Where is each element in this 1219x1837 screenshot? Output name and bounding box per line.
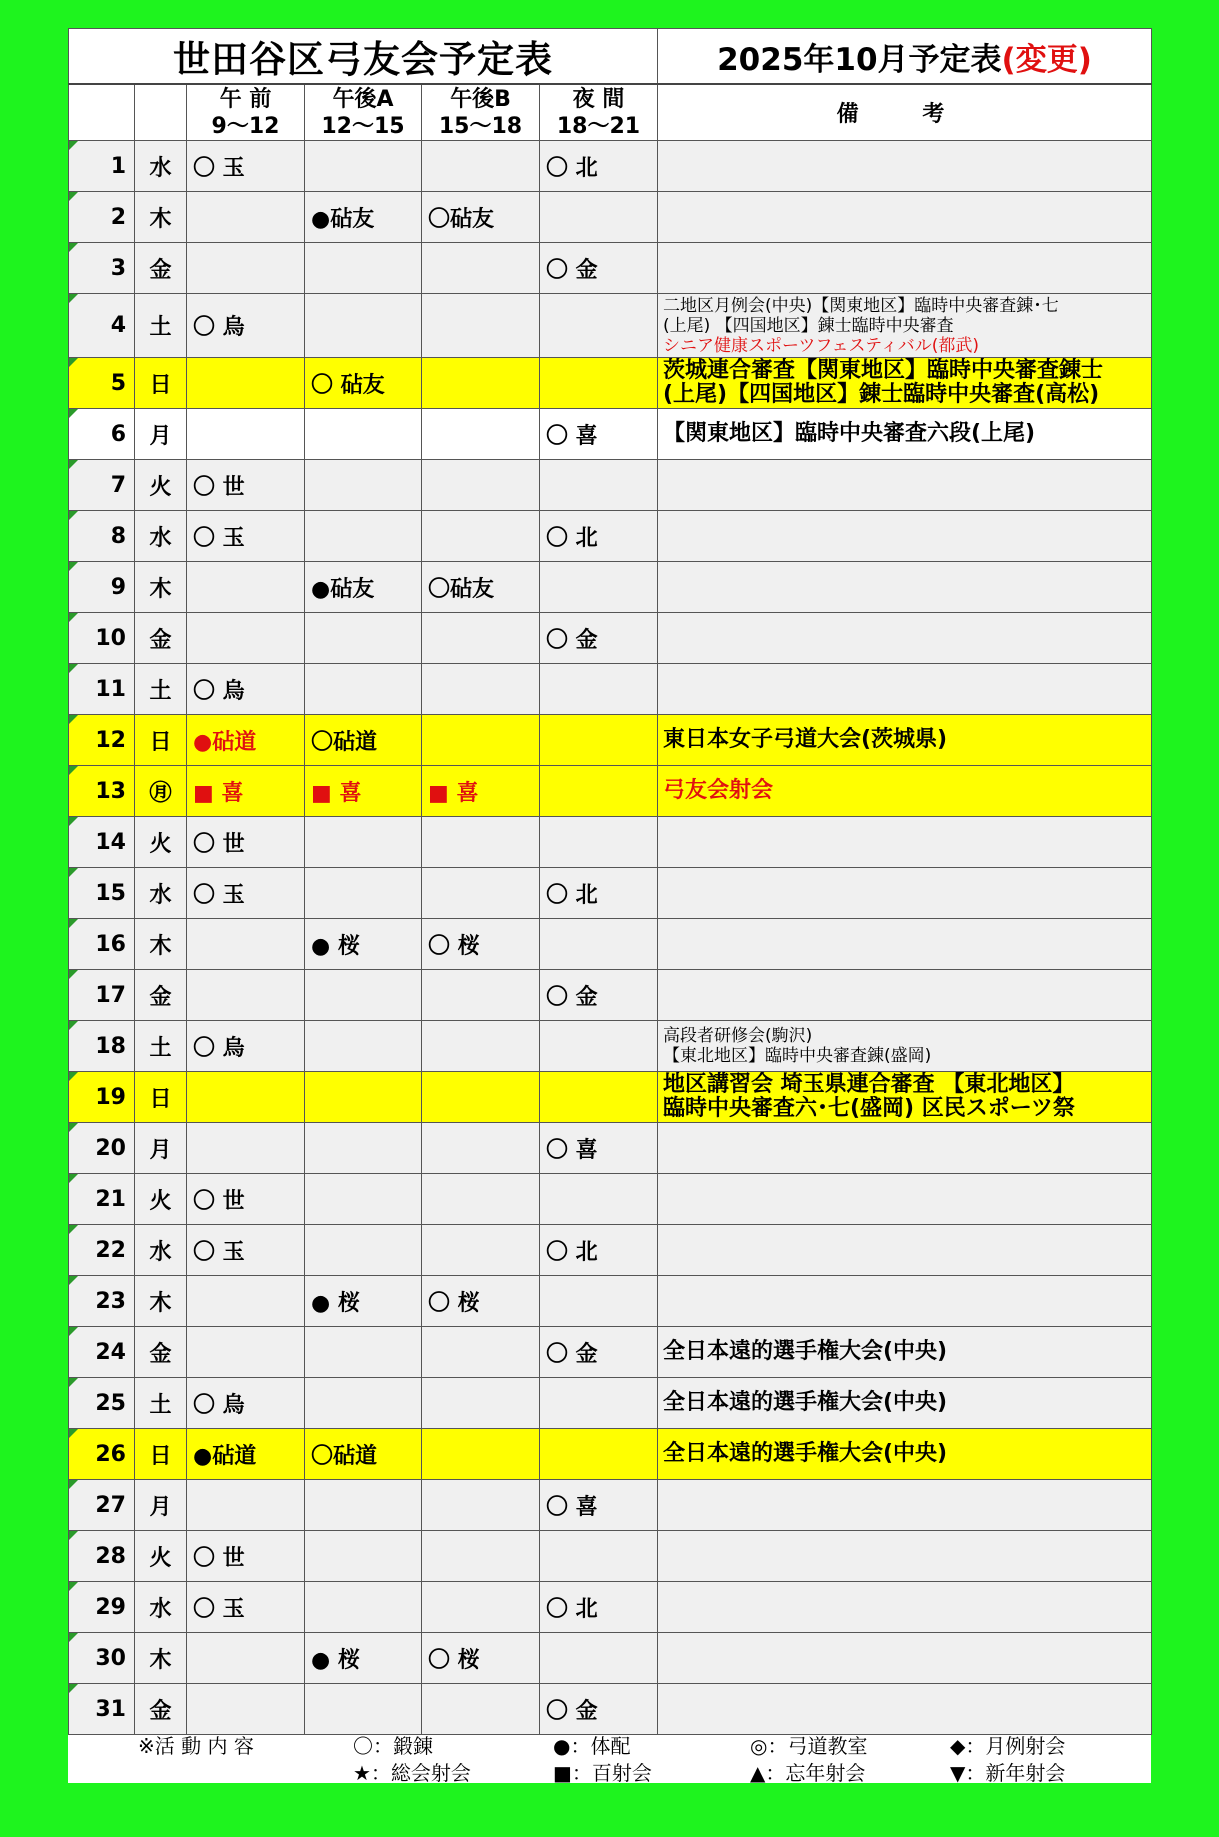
slot-4 xyxy=(540,562,658,613)
slot-2 xyxy=(305,141,422,192)
remark-cell xyxy=(658,766,1152,817)
day-of-week: 日 xyxy=(135,715,187,766)
slot-4 xyxy=(540,1378,658,1429)
slot-1: 〇 世 xyxy=(187,817,305,868)
slot-2 xyxy=(305,1123,422,1174)
day-number: 3 xyxy=(69,243,135,294)
day-of-week: 土 xyxy=(135,294,187,358)
slot-2 xyxy=(305,1225,422,1276)
day-of-week: 木 xyxy=(135,919,187,970)
slot-3: 〇 桜 xyxy=(422,1633,540,1684)
slot-1 xyxy=(187,613,305,664)
remark-cell xyxy=(658,1378,1152,1429)
slot-3 xyxy=(422,141,540,192)
legend-item: ◆：月例射会 xyxy=(950,1734,1066,1758)
table-row xyxy=(69,562,1152,613)
slot-4 xyxy=(540,664,658,715)
day-of-week: 金 xyxy=(135,243,187,294)
slot-4 xyxy=(540,766,658,817)
day-of-week: 木 xyxy=(135,1276,187,1327)
day-of-week: 火 xyxy=(135,817,187,868)
remark-line: 【東北地区】臨時中央審査錬(盛岡) xyxy=(663,1046,932,1066)
slot-2 xyxy=(305,1174,422,1225)
slot-4: 〇 喜 xyxy=(540,409,658,460)
table-row xyxy=(69,715,1152,766)
remark-cell xyxy=(658,1123,1152,1174)
day-number: 1 xyxy=(69,141,135,192)
day-number: 25 xyxy=(69,1378,135,1429)
day-number: 2 xyxy=(69,192,135,243)
legend-item: ★：総会射会 xyxy=(353,1761,471,1785)
slot-1 xyxy=(187,919,305,970)
slot-3 xyxy=(422,817,540,868)
slot-4: 〇 北 xyxy=(540,868,658,919)
legend xyxy=(68,1728,1151,1783)
remark-cell xyxy=(658,1531,1152,1582)
slot-1 xyxy=(187,1327,305,1378)
slot-2: 〇砧道 xyxy=(305,1429,422,1480)
remark-cell xyxy=(658,409,1152,460)
day-of-week: 月 xyxy=(135,409,187,460)
day-of-week: ㊊ xyxy=(135,766,187,817)
remark-line: シニア健康スポーツフェスティバル(都武) xyxy=(663,335,980,356)
day-of-week: 木 xyxy=(135,1633,187,1684)
slot-2 xyxy=(305,1072,422,1123)
day-number: 4 xyxy=(69,294,135,358)
slot-2 xyxy=(305,817,422,868)
table-row xyxy=(69,294,1152,358)
remark-cell xyxy=(658,817,1152,868)
day-of-week: 土 xyxy=(135,664,187,715)
day-number: 28 xyxy=(69,1531,135,1582)
day-number: 17 xyxy=(69,970,135,1021)
day-number: 24 xyxy=(69,1327,135,1378)
day-number: 26 xyxy=(69,1429,135,1480)
table-row xyxy=(69,1378,1152,1429)
day-of-week: 金 xyxy=(135,970,187,1021)
slot-4: 〇 金 xyxy=(540,243,658,294)
slot-3: ■ 喜 xyxy=(422,766,540,817)
slot-1: 〇 烏 xyxy=(187,1021,305,1072)
page-title: 世田谷区弓友会予定表 xyxy=(69,29,658,85)
table-row xyxy=(69,1684,1152,1735)
slot-2: ● 桜 xyxy=(305,919,422,970)
day-of-week: 水 xyxy=(135,1582,187,1633)
slot-4: 〇 北 xyxy=(540,511,658,562)
remark-cell xyxy=(658,141,1152,192)
remark-cell xyxy=(658,868,1152,919)
slot-1: ■ 喜 xyxy=(187,766,305,817)
legend-label: ※活 動 内 容 xyxy=(138,1734,254,1758)
slot-2: 〇 砧友 xyxy=(305,358,422,409)
remark-line: 二地区月例会(中央)【関東地区】臨時中央審査錬･七 xyxy=(663,295,1059,316)
day-of-week: 日 xyxy=(135,1429,187,1480)
table-row xyxy=(69,1276,1152,1327)
day-number: 14 xyxy=(69,817,135,868)
legend-item: ■：百射会 xyxy=(553,1761,652,1785)
day-number: 29 xyxy=(69,1582,135,1633)
day-of-week: 水 xyxy=(135,1225,187,1276)
table-row xyxy=(69,243,1152,294)
slot-4 xyxy=(540,1021,658,1072)
remark-line: 全日本遠的選手権大会(中央) xyxy=(663,1441,948,1466)
remark-cell xyxy=(658,1327,1152,1378)
slot-4: 〇 北 xyxy=(540,1225,658,1276)
day-of-week: 水 xyxy=(135,141,187,192)
slot-4 xyxy=(540,1633,658,1684)
remark-cell xyxy=(658,1174,1152,1225)
remark-cell xyxy=(658,1684,1152,1735)
slot-2: ■ 喜 xyxy=(305,766,422,817)
remark-cell xyxy=(658,1072,1152,1123)
slot-4 xyxy=(540,1276,658,1327)
slot-2 xyxy=(305,664,422,715)
slot-4 xyxy=(540,1531,658,1582)
slot-4 xyxy=(540,817,658,868)
slot-4: 〇 喜 xyxy=(540,1123,658,1174)
slot-2 xyxy=(305,868,422,919)
month-title: 2025年10月予定表(変更) xyxy=(658,29,1152,85)
slot-1: ●砧道 xyxy=(187,1429,305,1480)
slot-3 xyxy=(422,868,540,919)
slot-2: ● 桜 xyxy=(305,1276,422,1327)
legend-item: ◎：弓道教室 xyxy=(750,1734,868,1758)
slot-2 xyxy=(305,1378,422,1429)
slot-3 xyxy=(422,1123,540,1174)
remark-cell xyxy=(658,613,1152,664)
schedule-sheet xyxy=(68,28,1151,1783)
slot-3: 〇 桜 xyxy=(422,1276,540,1327)
table-row xyxy=(69,868,1152,919)
slot-2 xyxy=(305,460,422,511)
remark-cell xyxy=(658,562,1152,613)
table-row xyxy=(69,664,1152,715)
table-row xyxy=(69,1174,1152,1225)
slot-4 xyxy=(540,294,658,358)
header-evening: 夜 間 18～21 xyxy=(540,84,658,141)
slot-1 xyxy=(187,562,305,613)
slot-1 xyxy=(187,192,305,243)
day-of-week: 金 xyxy=(135,1684,187,1735)
table-row xyxy=(69,1327,1152,1378)
table-row xyxy=(69,192,1152,243)
slot-4 xyxy=(540,358,658,409)
remark-cell xyxy=(658,664,1152,715)
table-row xyxy=(69,1582,1152,1633)
day-number: 11 xyxy=(69,664,135,715)
day-number: 6 xyxy=(69,409,135,460)
slot-2 xyxy=(305,294,422,358)
slot-1 xyxy=(187,243,305,294)
slot-1 xyxy=(187,970,305,1021)
table-row xyxy=(69,1429,1152,1480)
day-of-week: 土 xyxy=(135,1021,187,1072)
table-row xyxy=(69,1021,1152,1072)
slot-4: 〇 北 xyxy=(540,1582,658,1633)
day-of-week: 日 xyxy=(135,358,187,409)
header-row xyxy=(69,84,1152,141)
slot-2 xyxy=(305,1531,422,1582)
remark-cell xyxy=(658,1582,1152,1633)
slot-3 xyxy=(422,1021,540,1072)
table-row xyxy=(69,1123,1152,1174)
slot-1 xyxy=(187,358,305,409)
slot-3 xyxy=(422,1531,540,1582)
slot-2 xyxy=(305,409,422,460)
slot-3: 〇砧友 xyxy=(422,562,540,613)
remark-cell xyxy=(658,192,1152,243)
remark-line: (上尾) 【四国地区】錬士臨時中央審査 xyxy=(663,315,954,336)
slot-2 xyxy=(305,1021,422,1072)
remark-cell xyxy=(658,715,1152,766)
slot-2 xyxy=(305,511,422,562)
day-of-week: 月 xyxy=(135,1123,187,1174)
day-number: 12 xyxy=(69,715,135,766)
slot-1: 〇 世 xyxy=(187,1174,305,1225)
remark-cell xyxy=(658,970,1152,1021)
slot-4 xyxy=(540,460,658,511)
slot-3 xyxy=(422,613,540,664)
slot-3 xyxy=(422,1480,540,1531)
slot-2 xyxy=(305,1582,422,1633)
slot-1 xyxy=(187,1480,305,1531)
table-row xyxy=(69,1531,1152,1582)
slot-2 xyxy=(305,970,422,1021)
legend-item: ▼：新年射会 xyxy=(950,1761,1066,1785)
remark-cell xyxy=(658,294,1152,358)
remark-cell xyxy=(658,1633,1152,1684)
slot-3 xyxy=(422,1327,540,1378)
remark-line: 高段者研修会(駒沢) xyxy=(663,1026,813,1046)
slot-1: 〇 世 xyxy=(187,1531,305,1582)
slot-1: 〇 烏 xyxy=(187,294,305,358)
slot-4: 〇 金 xyxy=(540,613,658,664)
slot-1 xyxy=(187,1633,305,1684)
slot-2 xyxy=(305,1327,422,1378)
slot-1: 〇 烏 xyxy=(187,664,305,715)
slot-2: ●砧友 xyxy=(305,192,422,243)
legend-item: ▲：忘年射会 xyxy=(750,1761,866,1785)
slot-2 xyxy=(305,243,422,294)
remark-cell xyxy=(658,243,1152,294)
slot-4 xyxy=(540,919,658,970)
remark-line: (上尾)【四国地区】錬士臨時中央審査(高松) xyxy=(663,382,1100,407)
day-of-week: 月 xyxy=(135,1480,187,1531)
slot-3 xyxy=(422,1429,540,1480)
slot-4 xyxy=(540,1429,658,1480)
day-of-week: 土 xyxy=(135,1378,187,1429)
day-of-week: 金 xyxy=(135,613,187,664)
day-number: 9 xyxy=(69,562,135,613)
slot-1: 〇 世 xyxy=(187,460,305,511)
remark-line: 全日本遠的選手権大会(中央) xyxy=(663,1390,948,1415)
slot-4 xyxy=(540,1174,658,1225)
slot-3 xyxy=(422,409,540,460)
slot-3 xyxy=(422,460,540,511)
slot-1: ●砧道 xyxy=(187,715,305,766)
slot-4: 〇 喜 xyxy=(540,1480,658,1531)
day-number: 22 xyxy=(69,1225,135,1276)
slot-2 xyxy=(305,1684,422,1735)
day-of-week: 水 xyxy=(135,511,187,562)
day-number: 20 xyxy=(69,1123,135,1174)
table-row xyxy=(69,1072,1152,1123)
slot-4: 〇 金 xyxy=(540,1684,658,1735)
day-number: 19 xyxy=(69,1072,135,1123)
day-number: 18 xyxy=(69,1021,135,1072)
slot-1 xyxy=(187,409,305,460)
table-row xyxy=(69,919,1152,970)
remark-cell xyxy=(658,460,1152,511)
slot-3 xyxy=(422,1225,540,1276)
slot-1: 〇 玉 xyxy=(187,1225,305,1276)
remark-cell xyxy=(658,511,1152,562)
remark-line: 全日本遠的選手権大会(中央) xyxy=(663,1339,948,1364)
remark-cell xyxy=(658,919,1152,970)
day-of-week: 火 xyxy=(135,460,187,511)
slot-3 xyxy=(422,1582,540,1633)
slot-1: 〇 玉 xyxy=(187,511,305,562)
remark-line: 弓友会射会 xyxy=(663,778,774,803)
slot-1 xyxy=(187,1276,305,1327)
slot-2: ● 桜 xyxy=(305,1633,422,1684)
header-remarks: 備 考 xyxy=(658,84,1152,141)
slot-3 xyxy=(422,664,540,715)
day-number: 7 xyxy=(69,460,135,511)
day-of-week: 金 xyxy=(135,1327,187,1378)
slot-1: 〇 烏 xyxy=(187,1378,305,1429)
remark-cell xyxy=(658,1021,1152,1072)
slot-2: ●砧友 xyxy=(305,562,422,613)
day-number: 31 xyxy=(69,1684,135,1735)
table-row xyxy=(69,141,1152,192)
day-number: 13 xyxy=(69,766,135,817)
day-number: 5 xyxy=(69,358,135,409)
slot-3 xyxy=(422,511,540,562)
slot-2 xyxy=(305,613,422,664)
table-row xyxy=(69,766,1152,817)
remark-cell xyxy=(658,1429,1152,1480)
remark-line: 【関東地区】臨時中央審査六段(上尾) xyxy=(663,421,1036,446)
table-row xyxy=(69,817,1152,868)
slot-3 xyxy=(422,243,540,294)
table-row xyxy=(69,409,1152,460)
day-of-week: 日 xyxy=(135,1072,187,1123)
slot-3 xyxy=(422,715,540,766)
schedule-table xyxy=(68,28,1152,1735)
day-number: 27 xyxy=(69,1480,135,1531)
table-row xyxy=(69,1480,1152,1531)
slot-4: 〇 金 xyxy=(540,1327,658,1378)
table-row xyxy=(69,613,1152,664)
day-of-week: 木 xyxy=(135,192,187,243)
remark-line: 茨城連合審査【関東地区】臨時中央審査錬士 xyxy=(663,358,1104,383)
slot-1 xyxy=(187,1684,305,1735)
slot-3: 〇砧友 xyxy=(422,192,540,243)
legend-item: 〇：鍛錬 xyxy=(353,1734,433,1758)
slot-3 xyxy=(422,970,540,1021)
day-number: 21 xyxy=(69,1174,135,1225)
header-morning: 午 前 9～12 xyxy=(187,84,305,141)
slot-3: 〇 桜 xyxy=(422,919,540,970)
slot-4: 〇 北 xyxy=(540,141,658,192)
slot-4 xyxy=(540,715,658,766)
remark-cell xyxy=(658,358,1152,409)
day-number: 30 xyxy=(69,1633,135,1684)
day-of-week: 木 xyxy=(135,562,187,613)
slot-3 xyxy=(422,358,540,409)
slot-3 xyxy=(422,1684,540,1735)
day-of-week: 火 xyxy=(135,1174,187,1225)
table-row xyxy=(69,970,1152,1021)
remark-line: 地区講習会 埼玉県連合審査 【東北地区】 xyxy=(663,1072,1075,1097)
day-number: 16 xyxy=(69,919,135,970)
slot-1 xyxy=(187,1123,305,1174)
table-row xyxy=(69,358,1152,409)
table-row xyxy=(69,511,1152,562)
slot-1: 〇 玉 xyxy=(187,141,305,192)
legend-item: ●：体配 xyxy=(553,1734,631,1758)
remark-line: 臨時中央審査六･七(盛岡) 区民スポーツ祭 xyxy=(663,1096,1075,1121)
slot-3 xyxy=(422,1072,540,1123)
slot-1: 〇 玉 xyxy=(187,868,305,919)
table-row xyxy=(69,460,1152,511)
remark-cell xyxy=(658,1225,1152,1276)
slot-3 xyxy=(422,1378,540,1429)
slot-4 xyxy=(540,192,658,243)
header-afternoon-a: 午後A 12～15 xyxy=(305,84,422,141)
changed-note: (変更) xyxy=(1001,41,1092,78)
slot-4 xyxy=(540,1072,658,1123)
slot-1: 〇 玉 xyxy=(187,1582,305,1633)
remark-cell xyxy=(658,1276,1152,1327)
remark-line: 東日本女子弓道大会(茨城県) xyxy=(663,727,948,752)
day-number: 15 xyxy=(69,868,135,919)
slot-3 xyxy=(422,294,540,358)
slot-3 xyxy=(422,1174,540,1225)
day-of-week: 水 xyxy=(135,868,187,919)
table-row xyxy=(69,1225,1152,1276)
day-number: 23 xyxy=(69,1276,135,1327)
slot-4: 〇 金 xyxy=(540,970,658,1021)
table-row xyxy=(69,1633,1152,1684)
remark-cell xyxy=(658,1480,1152,1531)
header-afternoon-b: 午後B 15～18 xyxy=(422,84,540,141)
slot-2: 〇砧道 xyxy=(305,715,422,766)
day-of-week: 火 xyxy=(135,1531,187,1582)
day-number: 10 xyxy=(69,613,135,664)
slot-2 xyxy=(305,1480,422,1531)
day-number: 8 xyxy=(69,511,135,562)
slot-1 xyxy=(187,1072,305,1123)
